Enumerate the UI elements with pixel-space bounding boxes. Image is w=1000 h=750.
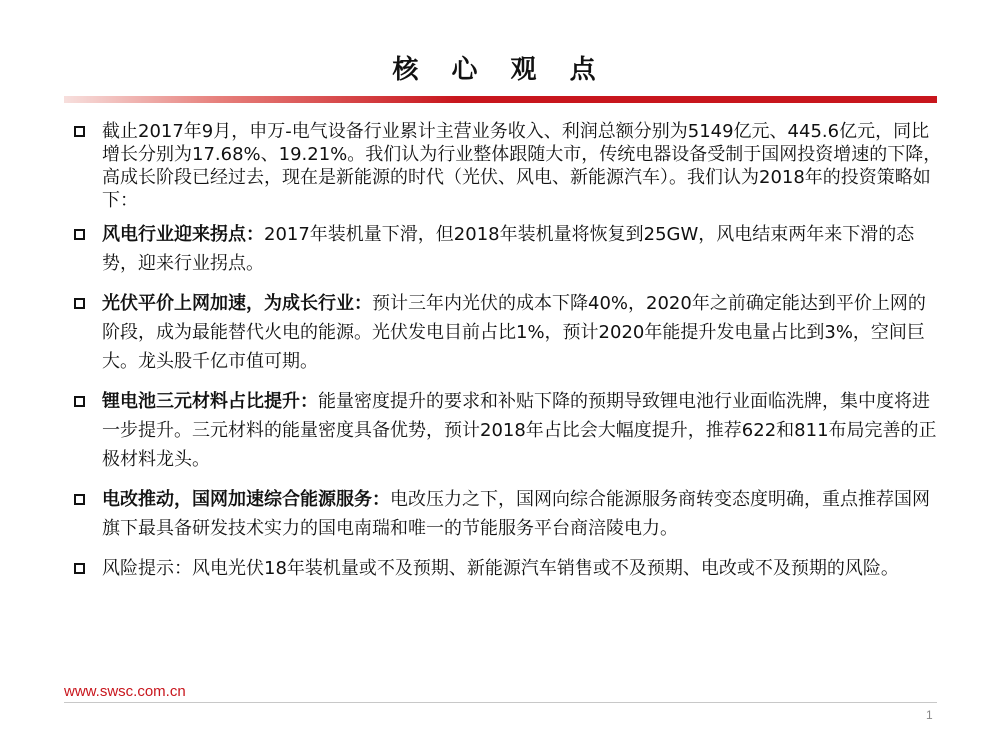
square-bullet-icon xyxy=(74,229,85,240)
square-bullet-icon xyxy=(74,126,85,137)
bullet-item-power-reform xyxy=(72,485,942,543)
bullet-item-solar xyxy=(72,289,942,376)
bullet-text: 预计三年内光伏的成本下降40%，2020年之前确定能达到平价上网的阶段，成为最能替代火电的能源。光伏发电目前占比1%，预计2020年能提升发电量占比到3%，空间巨大。龙头股千亿市值可期。 xyxy=(102,293,926,372)
bullet-text: 能量密度提升的要求和补贴下降的预期导致锂电池行业面临洗牌，集中度将进一步提升。三元材料的能量密度具备优势，预计2018年占比会大幅度提升，推荐622和811布局完善的正极材料龙头。 xyxy=(102,391,937,470)
footer-website-link[interactable]: www.swsc.com.cn xyxy=(64,683,186,700)
bullet-lead: 光伏平价上网加速，为成长行业： xyxy=(102,293,372,314)
page-title: 核 心 观 点 xyxy=(392,55,608,85)
bullet-item-summary xyxy=(72,120,942,212)
bullet-text: 2017年装机量下滑，但2018年装机量将恢复到25GW，风电结束两年来下滑的态势，迎来行业拐点。 xyxy=(102,224,915,274)
bullet-text: 风险提示：风电光伏18年装机量或不及预期、新能源汽车销售或不及预期、电改或不及预期的风险。 xyxy=(102,558,899,579)
footer-divider xyxy=(64,702,937,703)
square-bullet-icon xyxy=(74,396,85,407)
page-number: 1 xyxy=(926,708,933,722)
bullet-lead: 锂电池三元材料占比提升： xyxy=(102,391,318,412)
bullet-lead: 电改推动，国网加速综合能源服务： xyxy=(102,489,390,510)
square-bullet-icon xyxy=(74,298,85,309)
key-points-list xyxy=(72,120,942,594)
bullet-item-wind xyxy=(72,220,942,278)
bullet-text: 截止2017年9月，申万-电气设备行业累计主营业务收入、利润总额分别为5149亿元、445.6亿元，同比增长分别为17.68%、19.21%。我们认为行业整体跟随大市，传统电器设备受制于国网投资增速的下降，高成长阶段已经过去，现在是新能源的时代（光伏、风电、新能源汽车）。我们认为2018年的投资策略如下： xyxy=(102,121,942,211)
title-underline xyxy=(64,96,937,103)
bullet-item-risk xyxy=(72,554,942,583)
bullet-lead: 风电行业迎来拐点： xyxy=(102,224,264,245)
bullet-text: 电改压力之下，国网向综合能源服务商转变态度明确，重点推荐国网旗下最具备研发技术实力的国电南瑞和唯一的节能服务平台商涪陵电力。 xyxy=(102,489,930,539)
square-bullet-icon xyxy=(74,563,85,574)
bullet-item-battery xyxy=(72,387,942,474)
square-bullet-icon xyxy=(74,494,85,505)
